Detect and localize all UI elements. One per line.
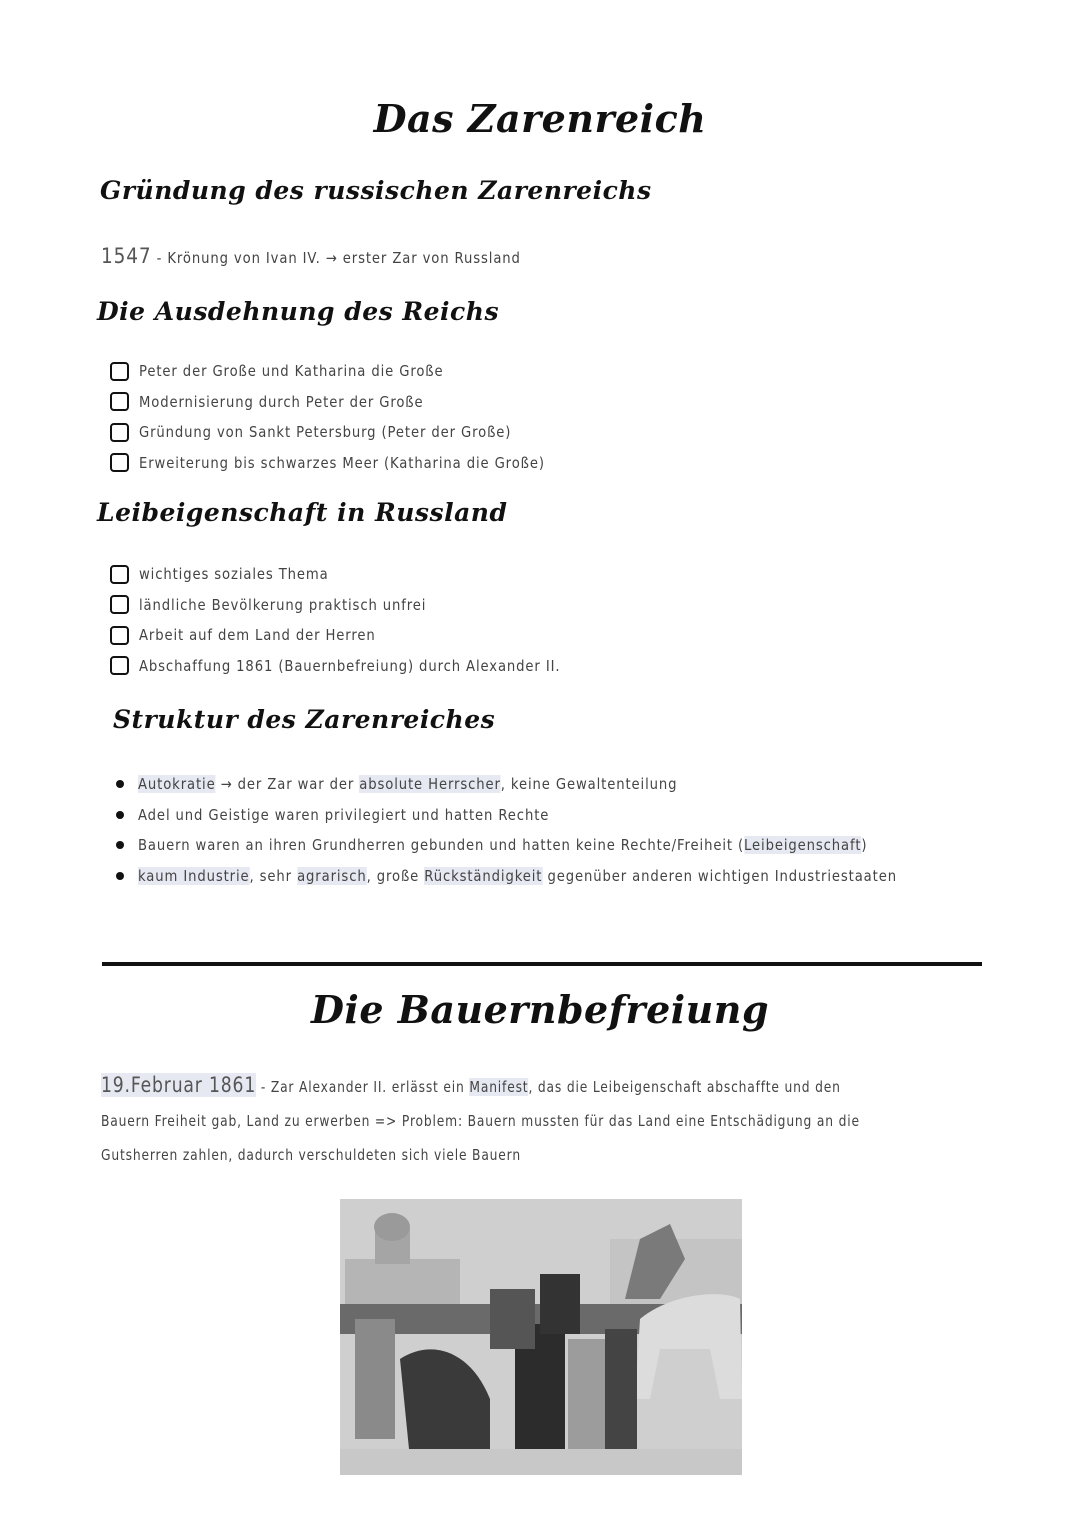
bullet-item: Adel und Geistige waren privilegiert und hatten Rechte	[110, 800, 1000, 831]
checkbox-icon[interactable]	[110, 626, 129, 645]
heading-ausdehnung: Die Ausdehnung des Reichs	[97, 297, 500, 326]
paragraph-line-3: Gutsherren zahlen, dadurch verschuldeten sich viele Bauern	[101, 1146, 521, 1164]
checklist-item: wichtiges soziales Thema	[110, 559, 618, 590]
ausdehnung-checklist	[110, 356, 600, 478]
checkbox-icon[interactable]	[110, 453, 129, 472]
checkbox-icon[interactable]	[110, 362, 129, 381]
checkbox-icon[interactable]	[110, 656, 129, 675]
checkbox-icon[interactable]	[110, 392, 129, 411]
historical-illustration	[340, 1199, 742, 1475]
heading-struktur: Struktur des Zarenreiches	[113, 705, 496, 734]
year-1547: 1547	[101, 244, 152, 268]
paragraph-line-1: 19.Februar 1861 - Zar Alexander II. erlässt ein Manifest, das die Leibeigenschaft abschaffte und den	[101, 1073, 841, 1097]
section-divider	[102, 962, 982, 966]
checkbox-icon[interactable]	[110, 565, 129, 584]
checklist-item: Abschaffung 1861 (Bauernbefreiung) durch Alexander II.	[110, 651, 618, 682]
section-title-bauernbefreiung: Die Bauernbefreiung	[310, 987, 770, 1032]
page-title: Das Zarenreich	[373, 96, 707, 141]
illustration-graphic	[340, 1199, 742, 1475]
checkbox-icon[interactable]	[110, 595, 129, 614]
bullet-icon	[116, 780, 124, 788]
checklist-item: ländliche Bevölkerung praktisch unfrei	[110, 590, 618, 621]
gruendung-text: - Krönung von Ivan IV. → erster Zar von Russland	[151, 249, 521, 267]
date-highlight: 19.Februar 1861	[101, 1073, 257, 1097]
bullet-icon	[116, 841, 124, 849]
heading-gruendung: Gründung des russischen Zarenreichs	[100, 176, 652, 205]
bullet-icon	[116, 811, 124, 819]
checklist-item: Erweiterung bis schwarzes Meer (Katharina die Große)	[110, 448, 600, 479]
checklist-item: Gründung von Sankt Petersburg (Peter der Große)	[110, 417, 600, 448]
leibeigenschaft-checklist	[110, 559, 618, 681]
gruendung-line	[101, 244, 521, 268]
checklist-item: Modernisierung durch Peter der Große	[110, 387, 600, 418]
bullet-item: kaum Industrie, sehr agrarisch, große Rückständigkeit gegenüber anderen wichtigen Industriestaaten	[110, 861, 1000, 892]
checkbox-icon[interactable]	[110, 423, 129, 442]
bullet-item: Autokratie → der Zar war der absolute Herrscher, keine Gewaltenteilung	[110, 769, 1000, 800]
bauernbefreiung-paragraph	[101, 1068, 1080, 1172]
bullet-icon	[116, 872, 124, 880]
struktur-bullet-list	[110, 769, 1000, 891]
checklist-item: Arbeit auf dem Land der Herren	[110, 620, 618, 651]
heading-leibeigenschaft: Leibeigenschaft in Russland	[97, 498, 508, 527]
bullet-item: Bauern waren an ihren Grundherren gebunden und hatten keine Rechte/Freiheit (Leibeigenschaft)	[110, 830, 1000, 861]
checklist-item: Peter der Große und Katharina die Große	[110, 356, 600, 387]
paragraph-line-2: Bauern Freiheit gab, Land zu erwerben => Problem: Bauern mussten für das Land eine Entschädigung an die	[101, 1112, 860, 1130]
